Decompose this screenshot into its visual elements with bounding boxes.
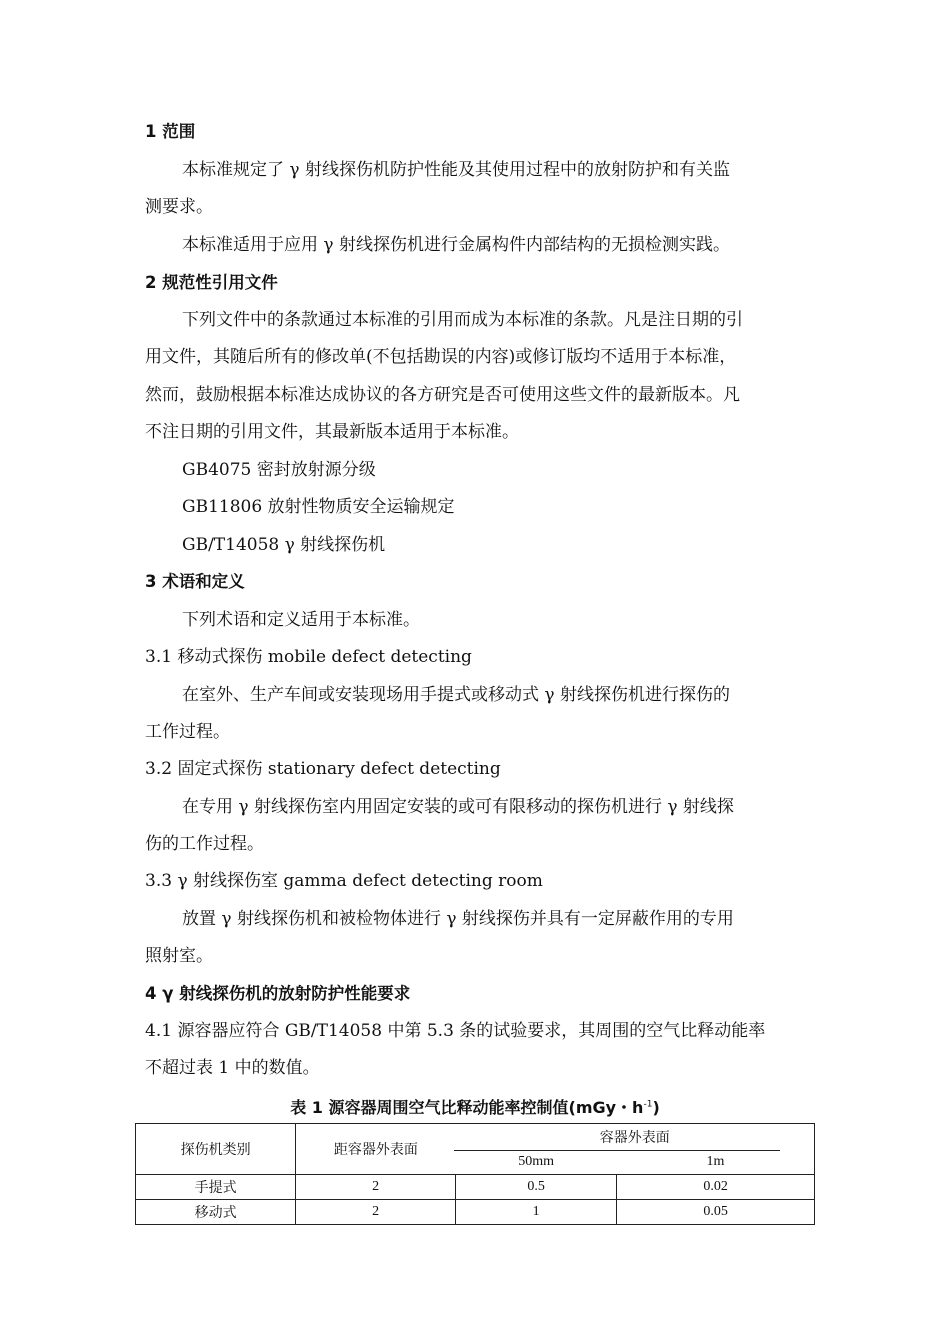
paragraph-line: 不注日期的引用文件，其最新版本适用于本标准。	[145, 422, 519, 442]
header-cell-distance: 距容器外表面	[296, 1124, 456, 1175]
header-cell-group: 容器外表面	[456, 1124, 815, 1151]
table-row	[136, 1175, 815, 1200]
table-row	[136, 1200, 815, 1225]
subheader-1m-label: 1m	[706, 1154, 725, 1169]
section-3-heading: 3 术语和定义	[145, 572, 245, 591]
paragraph-line: 本标准规定了 γ 射线探伤机防护性能及其使用过程中的放射防护和有关监	[182, 160, 730, 180]
table-cell: 2	[296, 1200, 456, 1225]
paragraph-line: 测要求。	[145, 197, 213, 217]
paragraph-line: 然而，鼓励根据本标准达成协议的各方研究是否可使用这些文件的最新版本。凡	[145, 385, 740, 405]
reference-item: GB/T14058 γ 射线探伤机	[182, 535, 386, 555]
table-caption-end: )	[652, 1098, 660, 1117]
paragraph-line: 照射室。	[145, 946, 213, 966]
table-caption-superscript: -1	[643, 1099, 653, 1110]
table-header-row	[136, 1124, 815, 1151]
dose-rate-table	[135, 1123, 815, 1225]
paragraph-line: 放置 γ 射线探伤机和被检物体进行 γ 射线探伤并具有一定屏蔽作用的专用	[182, 909, 734, 929]
paragraph-line: 4.1 源容器应符合 GB/T14058 中第 5.3 条的试验要求，其周围的空气比释动能率	[145, 1021, 766, 1041]
subheader-cell-1m	[617, 1150, 815, 1175]
section-1-heading: 1 范围	[145, 122, 196, 141]
section-2-heading: 2 规范性引用文件	[145, 273, 278, 292]
paragraph-line: 用文件，其随后所有的修改单(不包括勘误的内容)或修订版均不适用于本标准，	[145, 347, 737, 367]
paragraph-line: 本标准适用于应用 γ 射线探伤机进行金属构件内部结构的无损检测实践。	[182, 235, 730, 255]
table-cell: 0.02	[617, 1175, 815, 1200]
paragraph-line: 在室外、生产车间或安装现场用手提式或移动式 γ 射线探伤机进行探伤的	[182, 685, 730, 705]
term-heading: 3.3 γ 射线探伤室 gamma defect detecting room	[145, 871, 543, 891]
table-cell: 移动式	[136, 1200, 296, 1225]
paragraph-line: 下列文件中的条款通过本标准的引用而成为本标准的条款。凡是注日期的引	[182, 310, 743, 330]
subheader-50mm-label: 50mm	[518, 1154, 555, 1169]
term-heading: 3.1 移动式探伤 mobile defect detecting	[145, 647, 472, 667]
table-cell: 0.05	[617, 1200, 815, 1225]
paragraph-line: 在专用 γ 射线探伤室内用固定安装的或可有限移动的探伤机进行 γ 射线探	[182, 797, 734, 817]
paragraph-line: 工作过程。	[145, 722, 230, 742]
table-cell: 0.5	[456, 1175, 617, 1200]
table-cell: 1	[456, 1200, 617, 1225]
reference-item: GB11806 放射性物质安全运输规定	[182, 497, 455, 517]
header-cell-category: 探伤机类别	[136, 1124, 296, 1175]
reference-item: GB4075 密封放射源分级	[182, 460, 376, 480]
table-caption	[0, 1095, 950, 1118]
table-cell: 手提式	[136, 1175, 296, 1200]
section-4-heading: 4 γ 射线探伤机的放射防护性能要求	[145, 984, 411, 1003]
paragraph-line: 伤的工作过程。	[145, 834, 264, 854]
paragraph-line: 不超过表 1 中的数值。	[145, 1058, 320, 1078]
subheader-cell-50mm	[456, 1150, 617, 1175]
paragraph-line: 下列术语和定义适用于本标准。	[182, 610, 420, 630]
term-heading: 3.2 固定式探伤 stationary defect detecting	[145, 759, 501, 779]
table-caption-text: 表 1 源容器周围空气比释动能率控制值(mGy・h	[290, 1098, 644, 1117]
table-cell: 2	[296, 1175, 456, 1200]
